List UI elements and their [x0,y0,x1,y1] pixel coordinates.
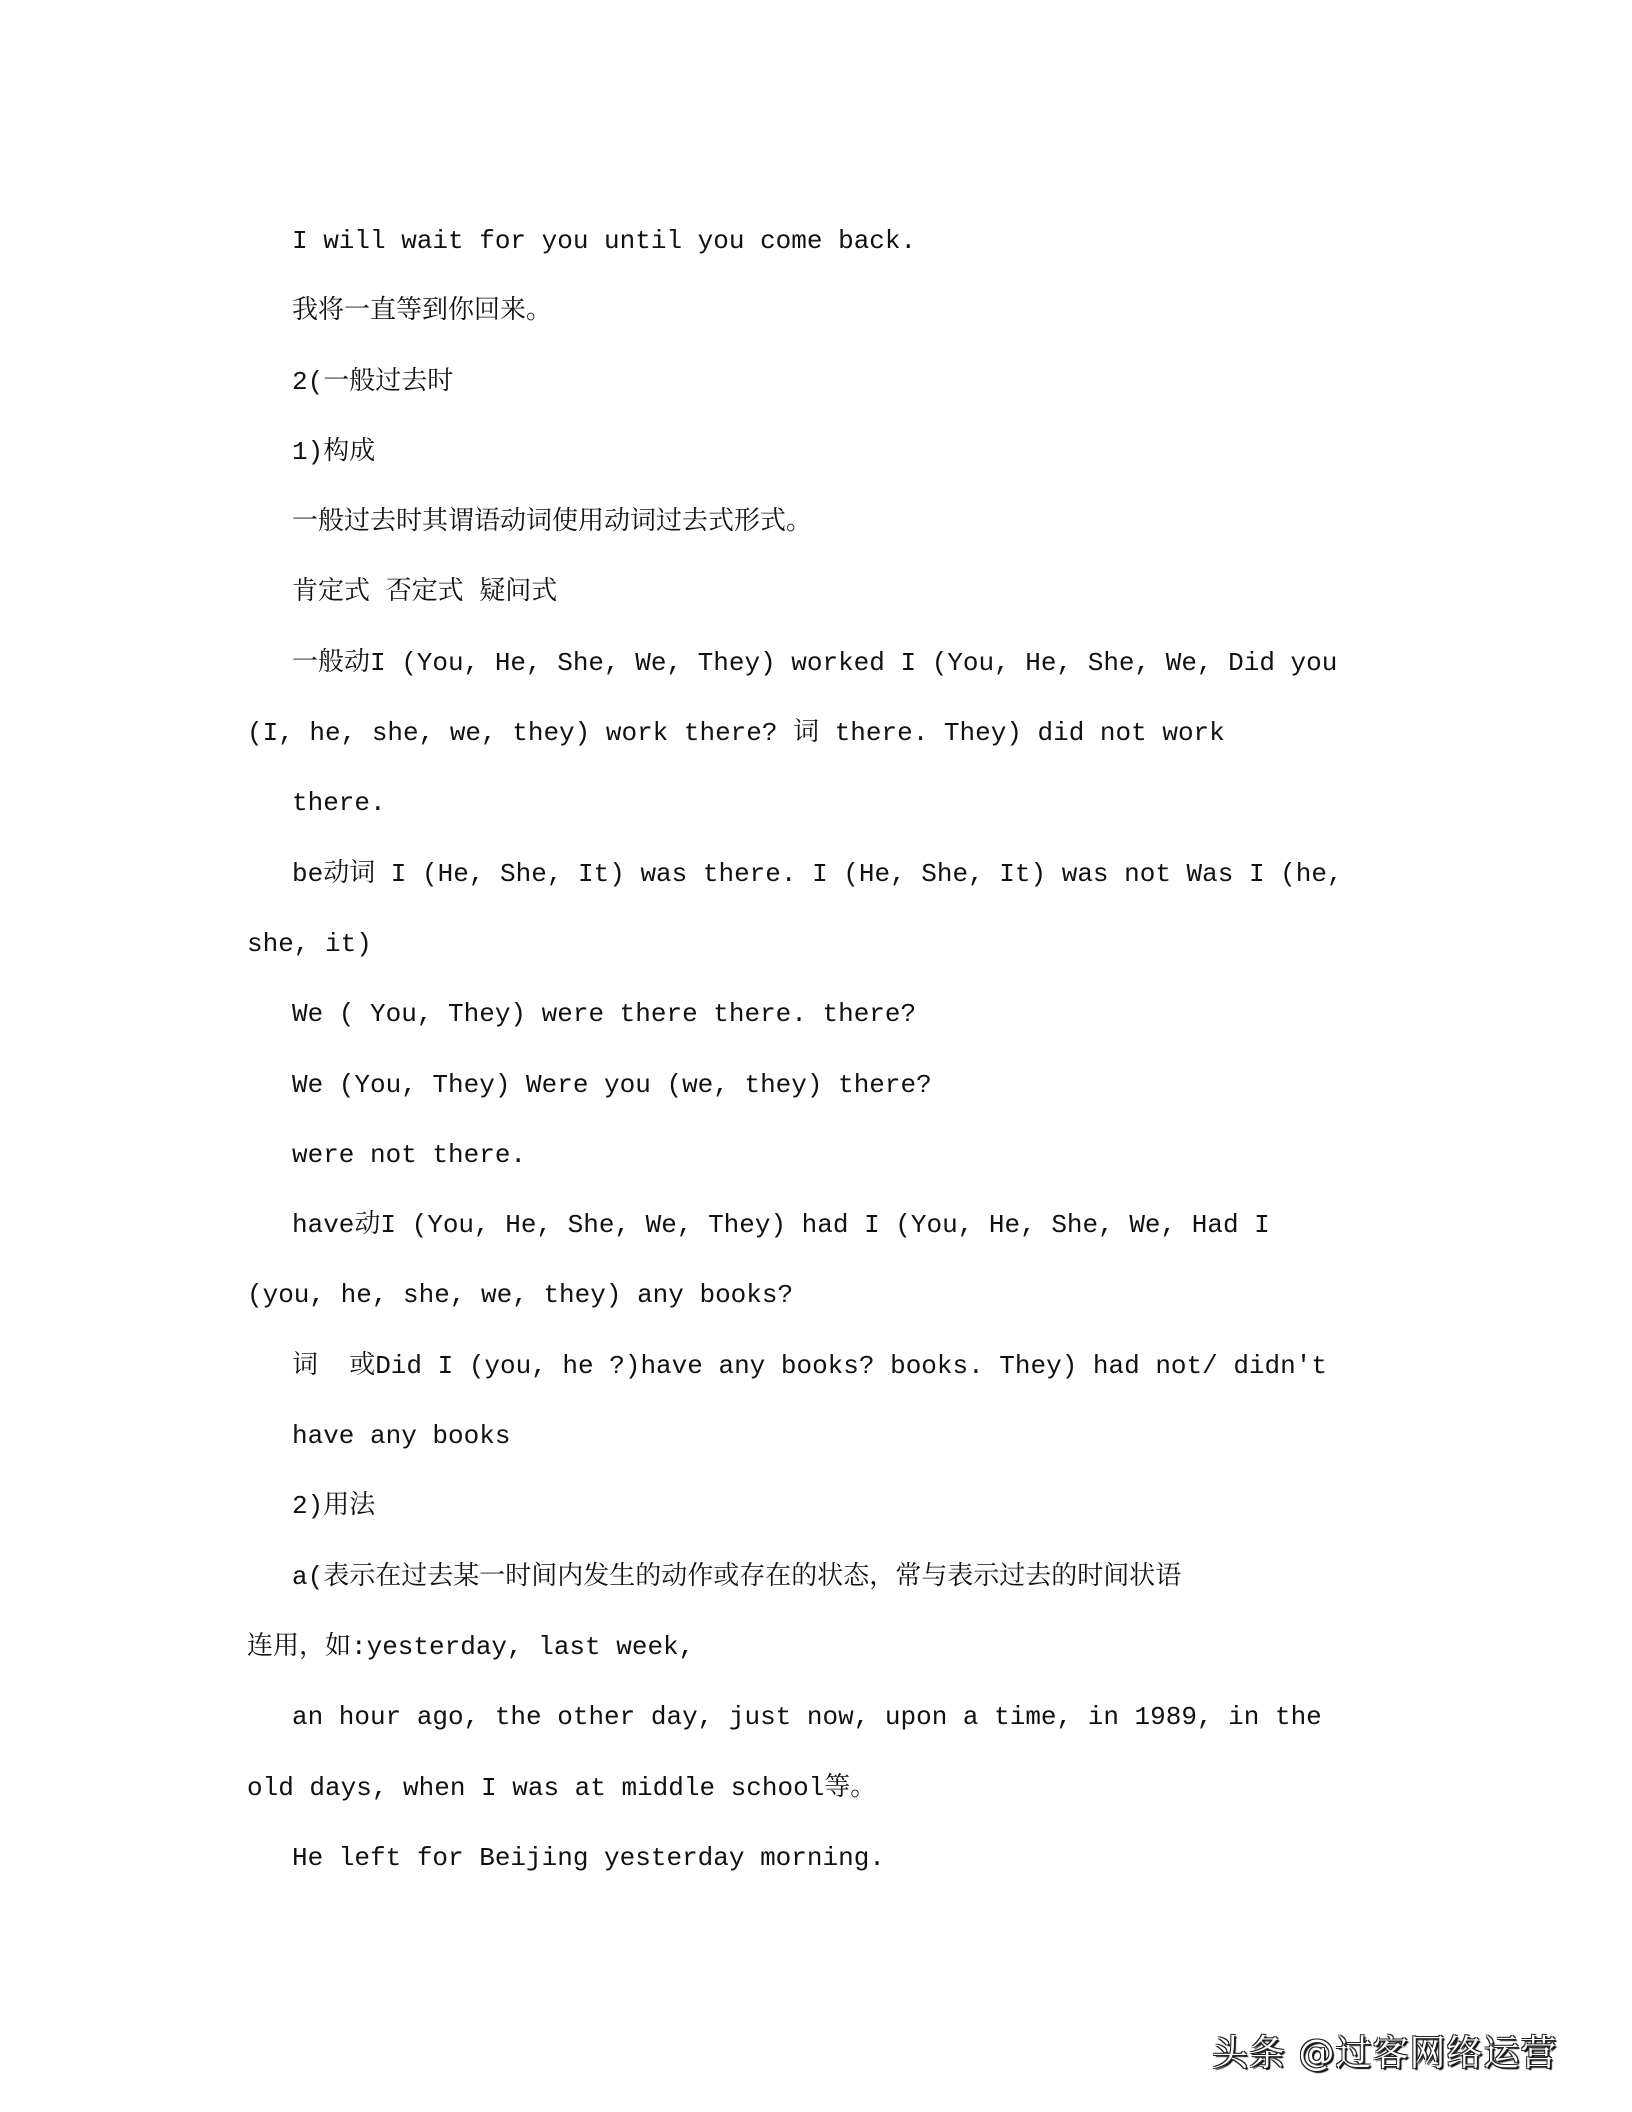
paragraph-text: 一般动I (You, He, She, We, They) worked I (You, He, She, We, Did you [292,647,1338,678]
example-sentence-english: He left for Beijing yesterday morning. [292,1842,885,1873]
subheading-formation: 1)构成 [292,436,376,467]
document-body [247,206,1407,1893]
form-columns-header: 肯定式 否定式 疑问式 [292,577,558,608]
paragraph-text: there. [292,788,386,819]
paragraph-text: an hour ago, the other day, just now, upon a time, in 1989, in the [292,1702,1322,1733]
example-sentence-chinese: 我将一直等到你回来。 [292,296,553,327]
paragraph-text: have any books [292,1421,511,1452]
paragraph-text: be动词 I (He, She, It) was there. I (He, She, It) was not Was I (he, [292,858,1343,889]
watermark: 头条 @过客网络运营 [1212,2033,1558,2074]
paragraph-text: 一般过去时其谓语动词使用动词过去式形式。 [292,507,813,538]
paragraph-text: were not there. [292,1139,527,1170]
example-sentence-english: I will wait for you until you come back. [292,226,917,256]
section-heading-simple-past: 2(一般过去时 [292,366,454,397]
paragraph-text: We (You, They) Were you (we, they) there? [292,1069,932,1100]
paragraph-text: We ( You, They) were there there. there? [292,999,917,1030]
paragraph-text: old days, when I was at middle school等。 [247,1772,877,1803]
paragraph-text: a(表示在过去某一时间内发生的动作或存在的状态，常与表示过去的时间状语 [292,1561,1182,1592]
paragraph-text: she, it) [247,928,372,959]
paragraph-text: 连用，如:yesterday, last week, [247,1631,695,1662]
paragraph-text: (you, he, she, we, they) any books? [247,1280,794,1311]
paragraph-text: have动I (You, He, She, We, They) had I (You, He, She, We, Had I [292,1210,1270,1241]
paragraph-text: 词 或Did I (you, he ?)have any books? books. They) had not/ didn't [292,1350,1327,1381]
paragraph-text: (I, he, she, we, they) work there? 词 there. They) did not work [247,718,1225,749]
subheading-usage: 2)用法 [292,1491,376,1522]
